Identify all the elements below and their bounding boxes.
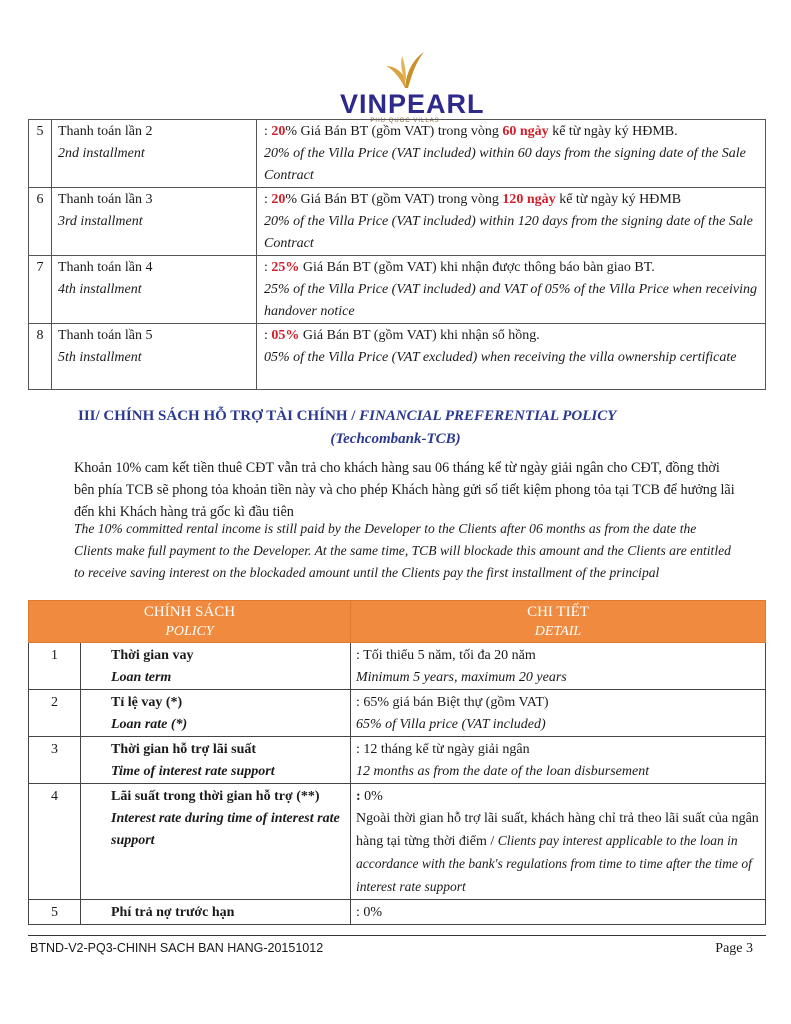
- installment-name-vi: Thanh toán lần 3: [58, 192, 153, 207]
- paragraph-vi: Khoản 10% cam kết tiền thuê CĐT vẫn trả cho khách hàng sau 06 tháng kể từ ngày giải ngân cho CĐT, đồng thời bên phía TCB sẽ phong tỏa khoản tiền này và cho phép Khách hàng gửi sổ tiết kiệm phong tỏa tại TCB để hưởng lãi đến khi Khách hàng trả gốc kì đầu tiên: [74, 460, 735, 520]
- policy-table: [28, 600, 766, 925]
- policy-name: Phí trả nợ trước hạn: [81, 900, 351, 925]
- footer-doc-code: BTND-V2-PQ3-CHINH SACH BAN HANG-20151012: [30, 941, 324, 955]
- section-title: III/ CHÍNH SÁCH HỖ TRỢ TÀI CHÍNH / FINANCIAL PREFERENTIAL POLICY: [78, 408, 617, 424]
- policy-detail: : Tối thiểu 5 năm, tối đa 20 năm Minimum 5 years, maximum 20 years: [351, 643, 766, 690]
- header-policy: CHÍNH SÁCH POLICY: [29, 601, 351, 643]
- footer-divider: [28, 935, 766, 936]
- installment-name-vi: Thanh toán lần 4: [58, 260, 153, 275]
- row-number: 6: [29, 188, 52, 256]
- installment-name-en: 4th installment: [58, 282, 142, 297]
- table-row: [29, 690, 766, 737]
- installment-name: [52, 188, 257, 256]
- row-number: 1: [29, 643, 81, 690]
- page-number: Page 3: [715, 941, 753, 956]
- installment-name-vi: Thanh toán lần 5: [58, 328, 153, 343]
- table-row: [29, 784, 766, 900]
- installment-detail: [257, 324, 766, 390]
- row-number: 8: [29, 324, 52, 390]
- row-number: 2: [29, 690, 81, 737]
- installment-table: [28, 119, 766, 390]
- logo-brand: VINPEARL: [340, 89, 485, 119]
- row-number: 5: [29, 900, 81, 925]
- installment-name-en: 3rd installment: [58, 214, 143, 229]
- installment-name: [52, 120, 257, 188]
- policy-name: Tỉ lệ vay (*) Loan rate (*): [81, 690, 351, 737]
- table-row: [29, 643, 766, 690]
- installment-name-en: 2nd installment: [58, 146, 145, 161]
- detail-vi: : 20% Giá Bán BT (gồm VAT) trong vòng 120 ngày kể từ ngày ký HĐMB: [264, 192, 682, 207]
- header-detail: CHI TIẾT DETAIL: [351, 601, 766, 643]
- policy-name: Thời gian vay Loan term: [81, 643, 351, 690]
- table-row: [29, 324, 766, 390]
- detail-en: 05% of the Villa Price (VAT excluded) when receiving the villa ownership certificate: [264, 350, 737, 365]
- detail-vi: : 05% Giá Bán BT (gồm VAT) khi nhận sổ hồng.: [264, 328, 540, 343]
- installment-name: [52, 324, 257, 390]
- table-row: [29, 120, 766, 188]
- detail-en: 20% of the Villa Price (VAT included) within 120 days from the signing date of the Sale Contract: [264, 214, 753, 251]
- policy-detail: : 12 tháng kể từ ngày giải ngân 12 months as from the date of the loan disbursement: [351, 737, 766, 784]
- policy-detail: : 0%: [351, 900, 766, 925]
- table-row: [29, 256, 766, 324]
- installment-detail: [257, 188, 766, 256]
- paragraph-en: The 10% committed rental income is still paid by the Developer to the Clients after 06 months as from the date the Clients make full payment to the Developer. At the same time, TCB will blockade this amount and the Clients are entitled to receive saving interest on the blockaded amount until the Clients pay the first installment of the principal: [74, 521, 731, 580]
- detail-en: 25% of the Villa Price (VAT included) and VAT of 05% of the Villa Price when receiving handover notice: [264, 282, 758, 319]
- installment-name-vi: Thanh toán lần 2: [58, 124, 153, 139]
- policy-detail: : 0% Ngoài thời gian hỗ trợ lãi suất, khách hàng chỉ trả theo lãi suất của ngân hàng tại từng thời điểm / Clients pay interest applicable to the loan in accordance with the bank's regulations from time to time after the time of interest rate support: [351, 784, 766, 900]
- installment-name-en: 5th installment: [58, 350, 142, 365]
- logo-tagline: PHU QUOC VILLAS: [370, 118, 440, 124]
- detail-vi: : 25% Giá Bán BT (gồm VAT) khi nhận được thông báo bàn giao BT.: [264, 260, 655, 275]
- row-number: 4: [29, 784, 81, 900]
- row-number: 3: [29, 737, 81, 784]
- detail-en: 20% of the Villa Price (VAT included) within 60 days from the signing date of the Sale Contract: [264, 146, 746, 183]
- row-number: 5: [29, 120, 52, 188]
- table-row: [29, 900, 766, 925]
- table-row: [29, 737, 766, 784]
- policy-name: Lãi suất trong thời gian hỗ trợ (**) Interest rate during time of interest rate support: [81, 784, 351, 900]
- policy-detail: : 65% giá bán Biệt thự (gồm VAT) 65% of Villa price (VAT included): [351, 690, 766, 737]
- installment-detail: [257, 256, 766, 324]
- table-header-row: [29, 601, 766, 643]
- installment-name: [52, 256, 257, 324]
- bird-logo-icon: [382, 50, 428, 90]
- installment-detail: [257, 120, 766, 188]
- section-subtitle: (Techcombank-TCB): [330, 431, 461, 447]
- detail-vi: : 20% Giá Bán BT (gồm VAT) trong vòng 60 ngày kể từ ngày ký HĐMB.: [264, 124, 678, 139]
- vinpearl-logo: [340, 50, 485, 124]
- row-number: 7: [29, 256, 52, 324]
- policy-name: Thời gian hỗ trợ lãi suất Time of interest rate support: [81, 737, 351, 784]
- table-row: [29, 188, 766, 256]
